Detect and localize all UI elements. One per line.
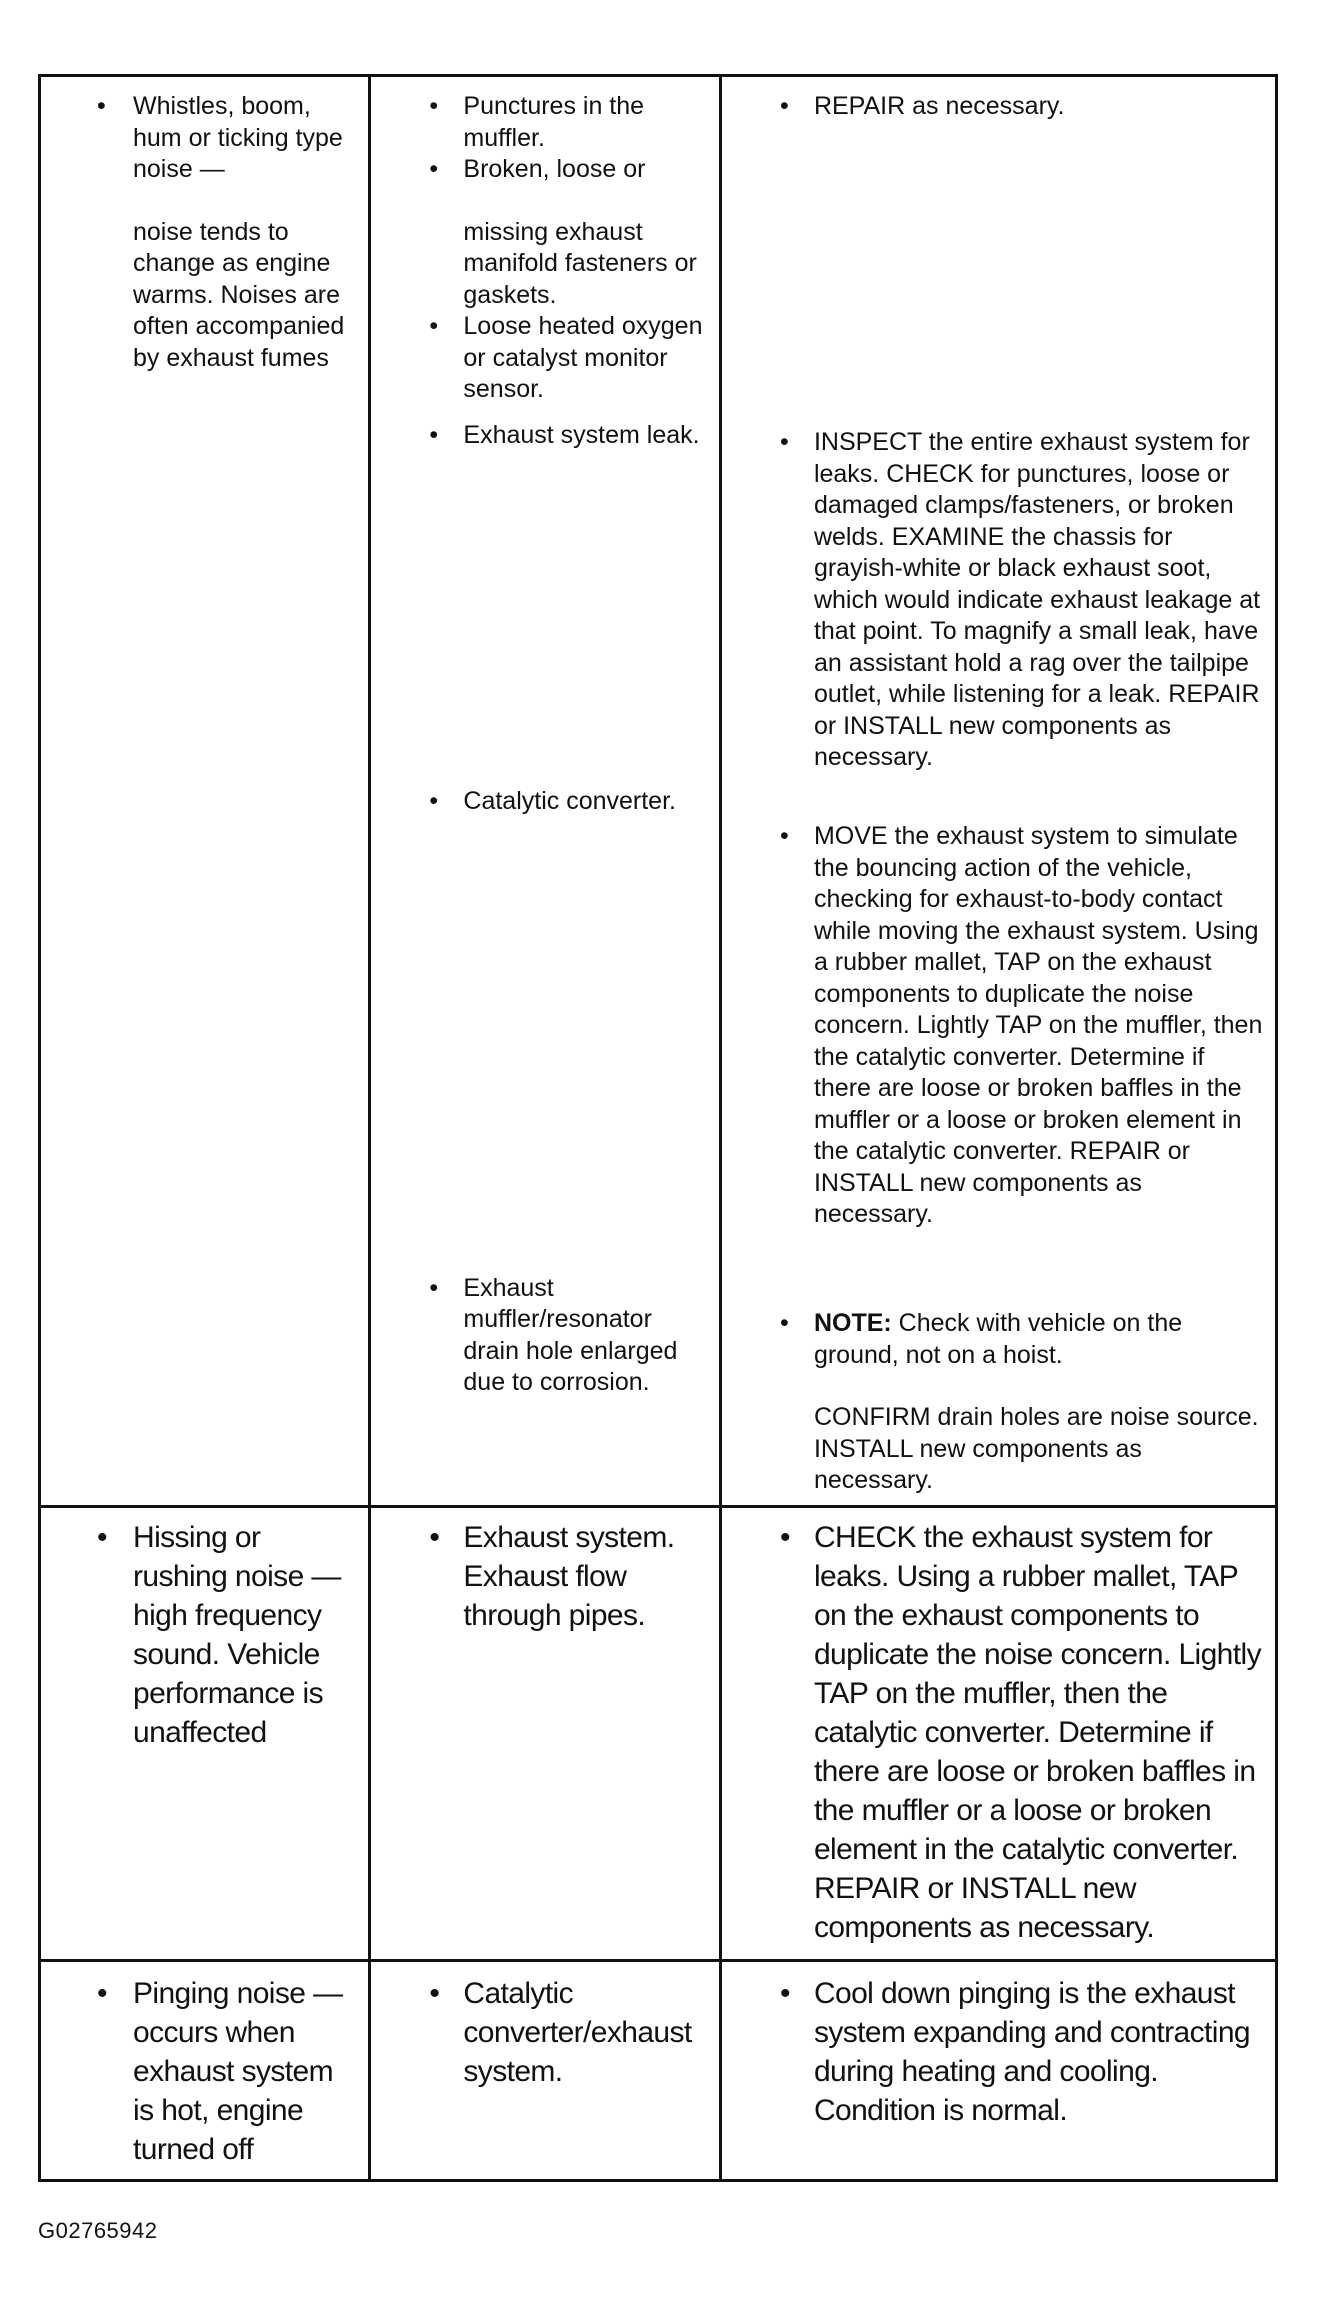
source-text: Exhaust system. Exhaust flow through pipes. — [463, 1520, 675, 1632]
symptom-text: Pinging noise — occurs when exhaust system is hot, engine turned off — [133, 1976, 343, 2166]
bullet-icon: • — [429, 1273, 439, 1302]
symptom-text: Whistles, boom, hum or ticking type noise — — [133, 92, 343, 183]
bullet-icon: • — [779, 92, 789, 120]
symptom-item — [41, 1518, 368, 1752]
table-row — [40, 1960, 1277, 2180]
source-cell — [370, 1506, 721, 1960]
symptom-cell — [40, 76, 370, 1507]
source-item — [371, 91, 719, 154]
source-text: Exhaust system leak. — [463, 420, 700, 449]
table-row — [40, 76, 1277, 1507]
source-text: Loose heated oxygen or catalyst monitor sensor. — [463, 312, 703, 403]
source-text: Broken, loose or — [463, 155, 646, 183]
bullet-icon: • — [779, 822, 789, 850]
action-text: REPAIR as necessary. — [813, 92, 1065, 120]
note-text — [814, 1308, 1267, 1371]
bullet-icon: • — [97, 1976, 107, 2010]
action-item — [722, 1518, 1275, 1947]
symptom-text-continued: noise tends to change as engine warms. Noises are often accompanied by exhaust fumes — [133, 217, 345, 372]
table-row — [40, 1506, 1277, 1960]
action-text: Cool down pinging is the exhaust system expanding and contracting during heating and cooling. Condition is normal. — [813, 1976, 1251, 2127]
bullet-icon: • — [779, 1520, 790, 1554]
note-label: NOTE: — [813, 1309, 892, 1337]
bullet-icon: • — [429, 92, 439, 120]
source-text: Catalytic converter/exhaust system. — [463, 1976, 692, 2088]
action-cell — [720, 76, 1276, 1507]
action-cell — [720, 1960, 1276, 2180]
action-text-continued: CONFIRM drain holes are noise source. INSTALL new components as necessary. — [813, 1403, 1259, 1494]
action-text: INSPECT the entire exhaust system for leaks. CHECK for punctures, loose or damaged clamps/fasteners, or broken welds. EXAMINE the chassis for grayish-white or black exhaust soot, which would indicate exhaust leakage at that point. To magnify a small leak, have an assistant hold a rag over the tailpipe outlet, while listening for a leak. REPAIR or INSTALL new components as necessary. — [813, 428, 1261, 771]
action-item — [722, 1974, 1275, 2130]
action-item — [722, 821, 1275, 1308]
symptom-item — [41, 91, 368, 374]
bullet-icon: • — [429, 1520, 440, 1554]
source-text: Punctures in the muffler. — [463, 92, 645, 152]
source-text-continued: missing exhaust manifold fasteners or gaskets. — [463, 217, 697, 309]
bullet-icon: • — [779, 428, 789, 456]
bullet-icon: • — [779, 1309, 789, 1337]
source-text: Exhaust muffler/resonator drain hole enlarged due to corrosion. — [463, 1273, 678, 1396]
symptom-cell — [40, 1506, 370, 1960]
bullet-icon: • — [429, 786, 439, 815]
bullet-icon: • — [429, 420, 439, 449]
action-item — [722, 1308, 1275, 1497]
source-text: Catalytic converter. — [463, 786, 676, 815]
source-item — [371, 154, 719, 311]
symptom-cell — [40, 1960, 370, 2180]
source-item — [371, 786, 719, 1273]
bullet-icon: • — [429, 312, 439, 340]
bullet-icon: • — [97, 92, 106, 120]
source-item — [371, 1273, 719, 1399]
source-item — [371, 311, 719, 406]
source-item — [371, 1518, 719, 1635]
source-cell — [370, 76, 721, 1507]
source-item — [371, 1974, 719, 2091]
action-cell — [720, 1506, 1276, 1960]
note-body: Check with vehicle on the ground, not on a hoist. — [813, 1309, 1183, 1369]
diagnosis-table — [38, 74, 1278, 2182]
figure-id: G02765942 — [38, 2218, 158, 2243]
action-item — [722, 91, 1275, 427]
action-text: MOVE the exhaust system to simulate the bouncing action of the vehicle, checking for exhaust-to-body contact while moving the exhaust system. Using a rubber mallet, TAP on the exhaust components to duplicate the noise concern. Lightly TAP on the muffler, then the catalytic converter. Determine if there are loose or broken baffles in the muffler or a loose or broken element in the catalytic converter. REPAIR or INSTALL new components as necessary. — [813, 822, 1263, 1228]
symptom-text: Hissing or rushing noise — high frequency sound. Vehicle performance is unaffected — [133, 1520, 341, 1749]
bullet-icon: • — [429, 155, 439, 183]
symptom-item — [41, 1974, 368, 2169]
bullet-icon: • — [779, 1976, 790, 2010]
action-item — [722, 427, 1275, 821]
source-item — [371, 420, 719, 786]
bullet-icon: • — [97, 1520, 107, 1554]
action-text: CHECK the exhaust system for leaks. Using a rubber mallet, TAP on the exhaust components to duplicate the noise concern. Lightly TAP on the muffler, then the catalytic converter. Determine if there are loose or broken baffles in the muffler or a loose or broken element in the catalytic converter. REPAIR or INSTALL new components as necessary. — [813, 1520, 1261, 1944]
bullet-icon: • — [429, 1976, 440, 2010]
source-cell — [370, 1960, 721, 2180]
